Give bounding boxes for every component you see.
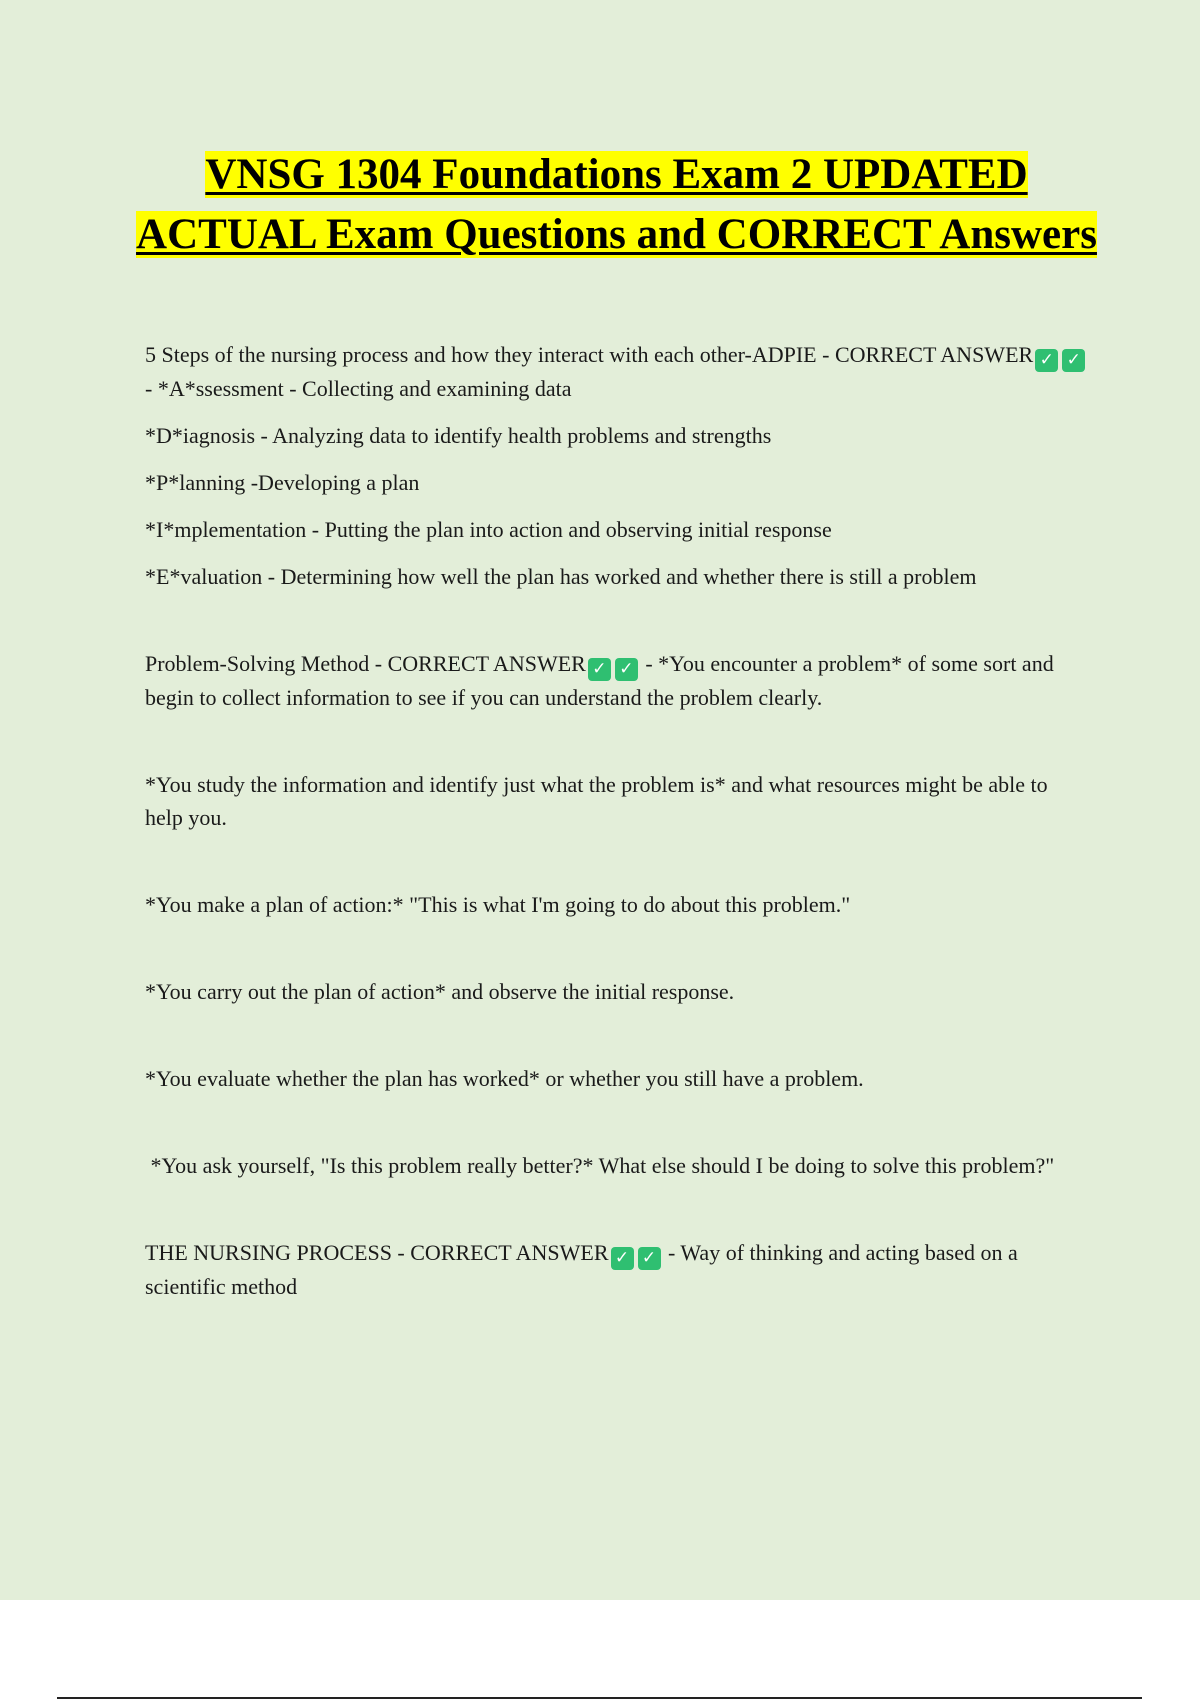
check-mark-icon: ✓ — [588, 658, 611, 681]
answer-line: *D*iagnosis - Analyzing data to identify health problems and strengths — [145, 423, 772, 448]
question-paragraph — [145, 338, 1090, 405]
check-mark-icon: ✓ — [615, 658, 638, 681]
check-mark-icon: ✓ — [1035, 349, 1058, 372]
question-text: 5 Steps of the nursing process and how they interact with each other-ADPIE - CORRECT ANSWER — [145, 342, 1034, 367]
answer-line: *You study the information and identify just what the problem is* and what resources might be able to help you. — [145, 772, 1048, 830]
answer-text: - *You encounter a problem* of some sort and begin to collect information to see if you can understand the problem clearly. — [145, 651, 1054, 710]
check-mark-icon: ✓ — [638, 1247, 661, 1270]
document-body — [145, 338, 1090, 1303]
answer-text: - Way of thinking and acting based on a scientific method — [145, 1240, 1018, 1299]
answer-line: *You ask yourself, "Is this problem really better?* What else should I be doing to solve this problem?" — [145, 1153, 1055, 1178]
question-text: Problem-Solving Method - CORRECT ANSWER — [145, 651, 586, 676]
answer-line: *I*mplementation - Putting the plan into action and observing initial response — [145, 517, 832, 542]
answer-line: *You evaluate whether the plan has worked* or whether you still have a problem. — [145, 1066, 864, 1091]
document-title — [120, 145, 1113, 265]
answer-line: *P*lanning -Developing a plan — [145, 470, 420, 495]
page-divider — [57, 1697, 1142, 1699]
answer-line: *You carry out the plan of action* and observe the initial response. — [145, 979, 735, 1004]
question-text: THE NURSING PROCESS - CORRECT ANSWER — [145, 1240, 609, 1265]
question-paragraph — [145, 1236, 1090, 1303]
answer-line: *You make a plan of action:* "This is what I'm going to do about this problem." — [145, 892, 851, 917]
question-paragraph — [145, 647, 1090, 714]
check-mark-icon: ✓ — [611, 1247, 634, 1270]
document-title-text: VNSG 1304 Foundations Exam 2 UPDATED ACTUAL Exam Questions and CORRECT Answers — [136, 151, 1097, 258]
answer-text: - *A*ssessment - Collecting and examining data — [145, 376, 572, 401]
check-mark-icon: ✓ — [1062, 349, 1085, 372]
answer-line: *E*valuation - Determining how well the plan has worked and whether there is still a problem — [145, 564, 977, 589]
